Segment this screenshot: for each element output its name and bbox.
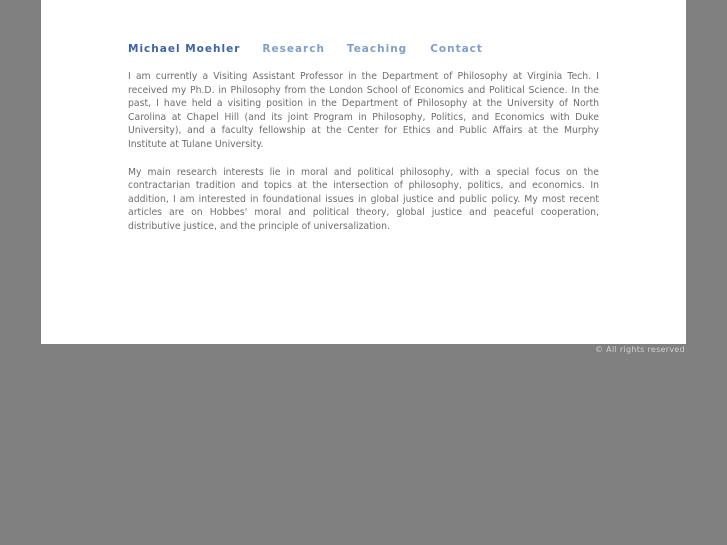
nav-contact-link[interactable]: Contact [430,43,483,55]
nav-teaching-link[interactable]: Teaching [346,43,408,55]
content-panel [41,0,686,344]
nav-home-link[interactable]: Michael Moehler [128,43,241,55]
bio-paragraph-position: I am currently a Visiting Assistant Professor in the Department of Philosophy at Virginia Tech. I received my Ph.D. in Philosophy from the London School of Economics and Political Science. In the past, I have held a visiting position in the Department of Philosophy at the University of North Carolina at Chapel Hill (and its joint Program in Philosophy, Politics, and Economics with Duke University), and a faculty fellowship at the Center for Ethics and Public Affairs at the Murphy Institute at Tulane University. [128,71,599,150]
copyright-footer: © All rights reserved [595,345,685,354]
bio-paragraph-research: My main research interests lie in moral and political philosophy, with a special focus on the contractarian tradition and topics at the intersection of philosophy, politics, and economics. In addition, I am interested in foundational issues in global justice and public policy. My most recent articles are on Hobbes' moral and political theory, global justice and peaceful cooperation, distributive justice, and the principle of universalization. [128,166,599,232]
bio-content [128,70,599,248]
main-nav [128,43,483,55]
nav-research-link[interactable]: Research [262,43,325,55]
